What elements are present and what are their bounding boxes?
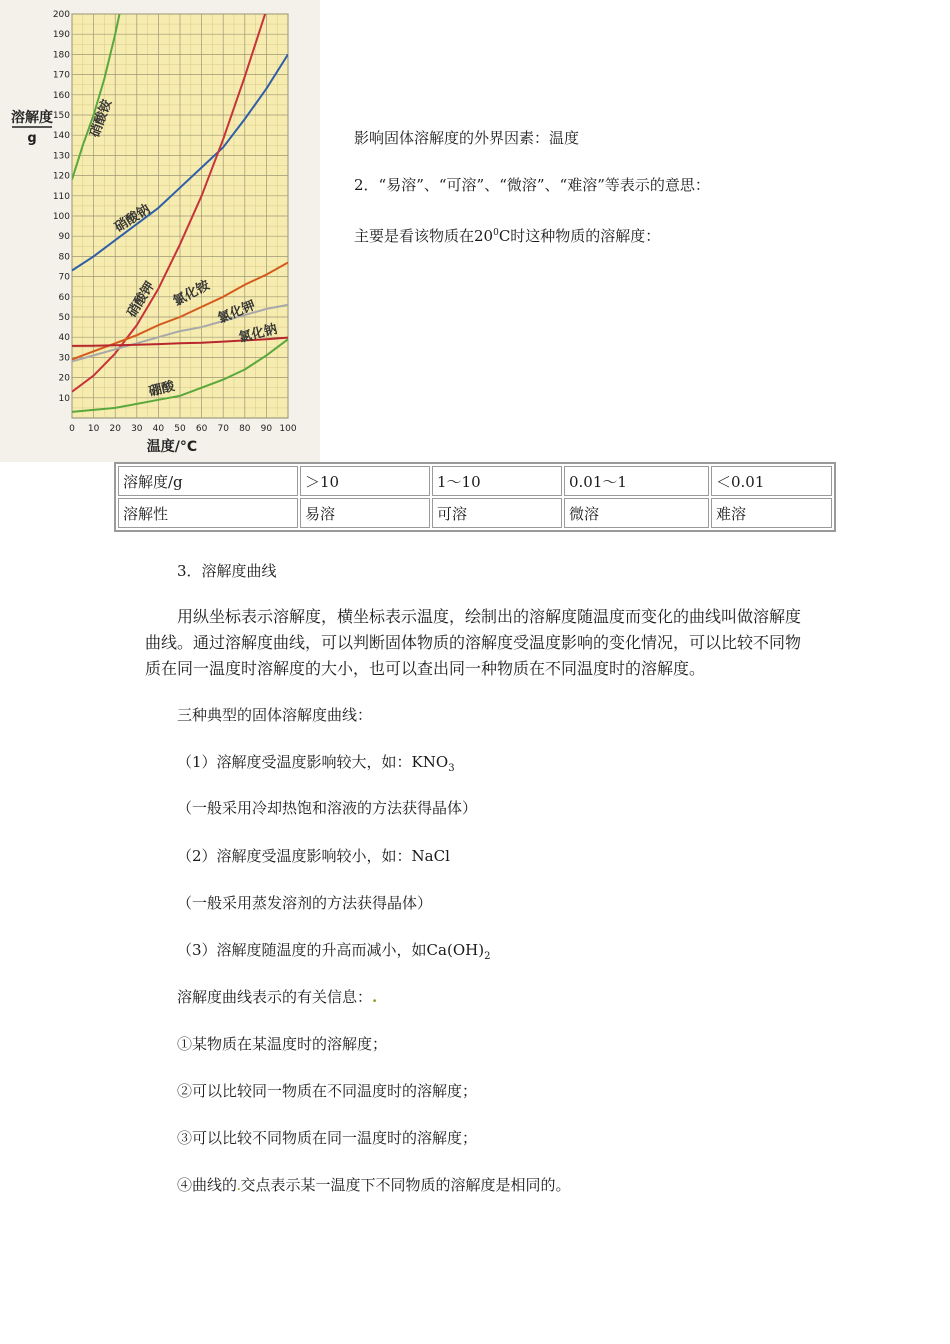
table-cell: 难溶 — [711, 498, 832, 528]
x-tick-label: 50 — [174, 424, 186, 434]
info-item-2: ②可以比较同一物质在不同温度时的溶解度； — [177, 1082, 478, 1100]
type-3 — [177, 939, 490, 968]
info-title-dot: . — [372, 988, 378, 1006]
label-potassium-chloride: 氯化钾 — [215, 298, 258, 327]
info-item-4-post: 交点表示某一温度下不同物质的溶解度是相同的。 — [240, 1176, 571, 1194]
info-item-4 — [177, 1174, 571, 1199]
y-tick-label: 170 — [52, 70, 70, 81]
question-2: 2．“易溶”、“可溶”、“微溶”、“难溶”等表示的意思： — [354, 176, 710, 194]
x-tick-label: 90 — [260, 424, 273, 434]
y-tick-label: 130 — [52, 151, 70, 162]
table-cell: 1～10 — [432, 466, 562, 496]
table-row — [118, 466, 832, 496]
table-cell: 可溶 — [432, 498, 562, 528]
solubility-chart — [0, 0, 320, 462]
label-sodium-nitrate: 硝酸钠 — [112, 201, 154, 236]
y-tick-label: 150 — [52, 111, 70, 121]
y-tick-label: 20 — [58, 373, 70, 384]
y-tick-label: 120 — [52, 171, 70, 182]
solubility-chart-svg — [0, 0, 320, 462]
y-tick-label: 100 — [52, 212, 70, 222]
type-3-text: （3）溶解度随温度的升高而减小，如Ca(OH) — [177, 941, 485, 959]
info-item-4-pre: ④曲线的 — [177, 1176, 238, 1194]
y-tick-label: 30 — [58, 353, 70, 364]
y-tick-label: 70 — [58, 272, 70, 283]
info-item-3: ③可以比较不同物质在同一温度时的溶解度； — [177, 1129, 478, 1147]
table-cell: ＜0.01 — [711, 466, 832, 496]
y-axis-title-line2: g — [27, 131, 37, 146]
table-cell: 微溶 — [564, 498, 709, 528]
y-axis-title — [11, 109, 53, 146]
x-tick-label: 100 — [279, 424, 297, 434]
table-cell: 溶解度/g — [118, 466, 298, 496]
x-tick-label: 10 — [87, 424, 100, 434]
type-2-note: （一般采用蒸发溶剂的方法获得晶体） — [177, 894, 433, 912]
solubility-table — [114, 462, 836, 532]
x-tick-label: 70 — [217, 424, 229, 434]
y-tick-label: 50 — [58, 313, 70, 323]
type-1-sub: 3 — [448, 763, 455, 774]
y-tick-label: 40 — [58, 333, 70, 344]
degree-sup: 0 — [493, 228, 499, 238]
x-tick-label: 30 — [131, 424, 143, 434]
type-2: （2）溶解度受温度影响较小，如：NaCl — [177, 847, 450, 865]
y-tick-label: 180 — [52, 50, 70, 61]
label-boric-acid: 硼酸 — [147, 379, 177, 400]
y-tick-label: 60 — [58, 292, 70, 303]
label-potassium-nitrate: 硝酸钾 — [124, 279, 159, 321]
y-tick-label: 200 — [52, 10, 70, 20]
x-axis-title: 温度/°C — [146, 439, 198, 455]
type-1 — [177, 751, 455, 780]
main-criterion-pre: 主要是看该物质在20 — [354, 227, 494, 245]
x-tick-label: 0 — [69, 424, 75, 434]
y-tick-label: 160 — [52, 90, 70, 101]
table-row — [118, 498, 832, 528]
y-tick-label: 80 — [58, 252, 70, 263]
factor-text: 影响固体溶解度的外界因素：温度 — [354, 129, 580, 147]
type-1-text: （1）溶解度受温度影响较大，如：KNO — [177, 753, 449, 771]
paragraph-curve-definition: 用纵坐标表示溶解度，横坐标表示温度，绘制出的溶解度随温度而变化的曲线叫做溶解度曲线。通过溶解度曲线，可以判断固体物质的溶解度受温度影响的变化情况，可以比较不同物质在同一温度时溶解度的大小，也可以查出同一种物质在不同温度时的溶解度。 — [145, 607, 802, 678]
table-cell: 易溶 — [300, 498, 430, 528]
table-cell: 溶解性 — [118, 498, 298, 528]
heading-3: 3．溶解度曲线 — [177, 562, 277, 580]
label-sodium-chloride: 氯化钠 — [237, 321, 279, 346]
y-tick-label: 140 — [52, 131, 70, 142]
three-types-heading: 三种典型的固体溶解度曲线： — [177, 706, 373, 724]
y-axis-title-line1: 溶解度 — [11, 110, 53, 126]
label-ammonium-chloride: 氯化铵 — [170, 277, 213, 310]
type-3-sub: 2 — [484, 951, 491, 962]
main-criterion-post: C时这种物质的溶解度： — [498, 227, 661, 245]
info-title — [177, 986, 377, 1008]
info-title-text: 溶解度曲线表示的有关信息： — [177, 988, 373, 1006]
x-tick-label: 20 — [109, 424, 121, 434]
main-criterion — [354, 222, 660, 247]
label-ammonium-nitrate: 硝酸铵 — [87, 97, 116, 140]
x-tick-label: 60 — [195, 424, 208, 434]
y-tick-label: 110 — [52, 191, 70, 202]
info-item-4-dot: . — [237, 1182, 241, 1193]
table-cell: 0.01～1 — [564, 466, 709, 496]
type-1-note: （一般采用冷却热饱和溶液的方法获得晶体） — [177, 799, 478, 817]
y-tick-label: 10 — [58, 393, 70, 404]
table-cell: ＞10 — [300, 466, 430, 496]
x-tick-label: 40 — [152, 424, 165, 434]
x-tick-label: 80 — [239, 424, 251, 434]
y-tick-label: 90 — [58, 232, 70, 243]
info-item-1: ①某物质在某温度时的溶解度； — [177, 1035, 388, 1053]
y-tick-label: 190 — [52, 30, 70, 41]
